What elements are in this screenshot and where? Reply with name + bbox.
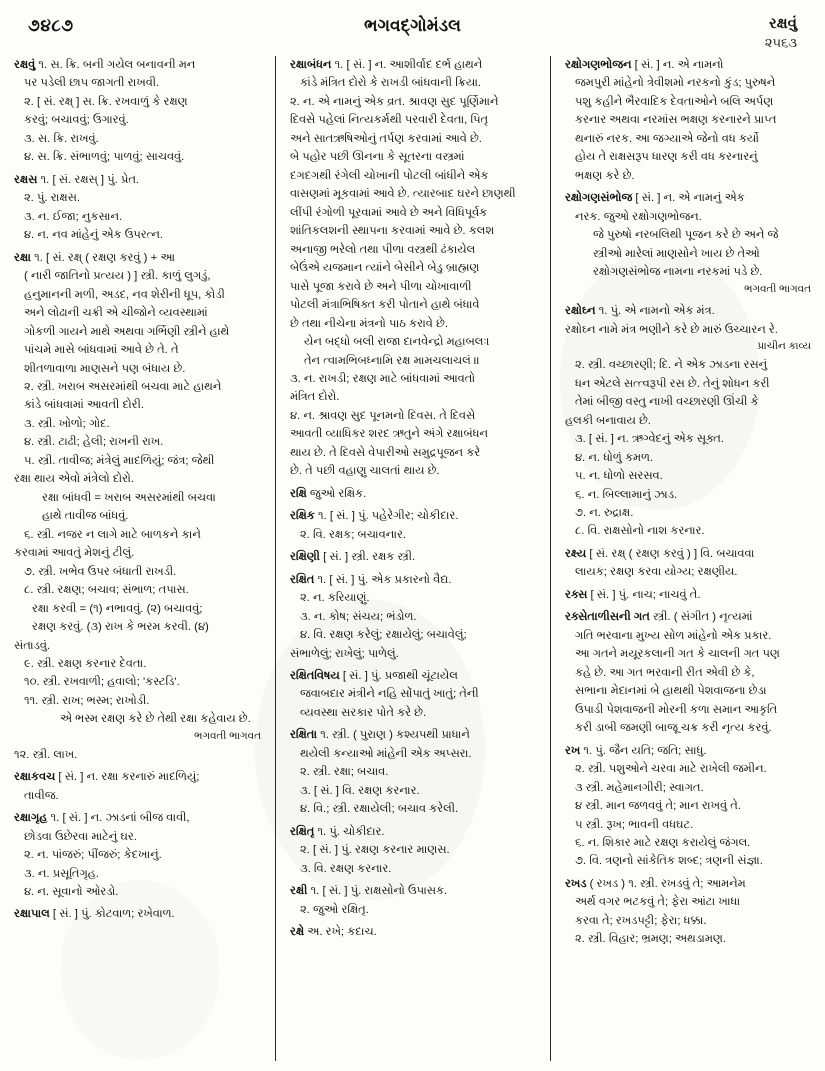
entry-body bbox=[290, 667, 536, 722]
entry-sense-line: જવાબદાર મંત્રીને નહિ સોંપાતું ખાતું; તેની bbox=[300, 688, 479, 701]
entry-sense-line: ૨. વિ. રક્ષક; બચાવનાર. bbox=[300, 528, 407, 541]
entry-headword: રક્ષાકવચ bbox=[14, 771, 56, 784]
entry-headword: રક્ષિ bbox=[290, 487, 307, 500]
entry-sense-line: તેમાં બીજી વસ્તુ નાખી વચ્છારણી ઊંચી કે bbox=[575, 396, 759, 409]
dictionary-entry bbox=[290, 667, 536, 722]
entry-sense-line: ૨. સ્ત્રી. વચ્છારણી; દિ. ને એક ઝાડના રસનું bbox=[575, 359, 768, 372]
entry-sense-line: વાસણમાં મૂકવામાં આવે છે. ત્યારબાદ ઘરને છાણથી bbox=[290, 188, 516, 201]
entry-sense-line: કરવું; બચાવવું; ઉગારવું. bbox=[24, 114, 129, 127]
entry-headword-line: રક્ષોગણભોજન [ સં. ] ન. એ નામનો bbox=[565, 59, 724, 71]
entry-headword-line: રખ ૧. પું. જૈન યતિ; જતિ; સાધુ. bbox=[565, 744, 707, 757]
entry-sense-line: રક્ષોઘ્ન નામે મંત્ર ભણીને કરે છે મારું ઉચ્ચારન રે. bbox=[565, 323, 778, 336]
entry-sense-line: પાસે પૂજા કરાવે છે અને પીળા ચોખાવાળી bbox=[290, 280, 472, 293]
entry-headword: રક્ષિતૃ bbox=[290, 825, 315, 838]
entry-sense-line: ૨. પું. રાક્ષસ. bbox=[24, 192, 81, 205]
entry-spacer bbox=[565, 950, 811, 953]
entry-sense-line: જમપુરી માંહેનો ત્રેવીશમો નરકનો કુંડ; પુરુષને bbox=[575, 77, 776, 90]
entry-headword: રક્ષવું bbox=[14, 59, 36, 71]
entry-sense-line: ૩ સ્ત્રી. મહેમાનગીરી; સ્વાગત. bbox=[575, 781, 704, 794]
entry-sense-line: ૨. [ સં. રક્ષ્ ] સ. ક્રિ. રખવાળું કે રક્ષણ bbox=[24, 95, 188, 108]
entry-body bbox=[14, 56, 261, 167]
entry-sense-line: ૪ સ્ત્રી. માન જળવવું તે; માન રાખવું તે. bbox=[575, 800, 741, 813]
column-left-body bbox=[14, 56, 261, 928]
entry-body bbox=[290, 507, 536, 544]
entry-sense-line: ૨. [ સં. ] પું. રક્ષણ કરનાર માણસ. bbox=[300, 844, 450, 857]
entry-sense-line: ૨. જુઓ રક્ષિતૃ. bbox=[300, 903, 369, 916]
entry-sense-line: ૩. ન. કોષ; સંચય; ભંડોળ. bbox=[300, 610, 417, 623]
entry-sense-line: કરી ડાબી જમણી બાજૂ ચક્ર કરી નૃત્ય કરવું. bbox=[575, 722, 772, 735]
entry-headword-line: રક્ષ્ય [ સં. રક્ષ્ ( રક્ષણ કરવું ) ] વિ. બચાવવા bbox=[565, 547, 755, 560]
entry-sense-line: હોય તે રાક્ષસરૂપ ધારણ કરી વધ કરનારનું bbox=[575, 151, 758, 164]
entry-headword: રક્ષિત bbox=[290, 573, 315, 586]
entry-citation: ભગવતી ભાગવત bbox=[744, 283, 811, 295]
guide-headword: રક્ષવું bbox=[769, 15, 797, 32]
column-right-body bbox=[565, 56, 811, 953]
column-left bbox=[0, 56, 275, 1061]
entry-sense-line: ૫ સ્ત્રી. રૂખ; ભાવની વધઘટ. bbox=[575, 818, 694, 831]
entry-headword: રક્ષોઘ્ન bbox=[565, 305, 596, 318]
entry-sense-line: ૩. ન. ઈજા; નુકસાન. bbox=[24, 210, 123, 223]
entry-headword-line: રક્ષિતૃ ૧. પું. ચોકીદાર. bbox=[290, 825, 385, 838]
guide-page-number: ૨૫૬૩ bbox=[764, 35, 797, 51]
entry-citation: પ્રાચીન કાવ્ય bbox=[757, 341, 811, 353]
entry-citation: ભગવતી ભાગવત bbox=[194, 730, 261, 742]
entry-sense-line: ધન એટલે સત્ત્વરૂપી રસ છે. તેનું શોધન કરી bbox=[575, 377, 770, 390]
page-header bbox=[0, 14, 825, 60]
dictionary-entry bbox=[14, 905, 261, 923]
entry-sense-line: થનારું નરક. આ જગ્યાએ જેનો વધ કર્યો bbox=[575, 132, 759, 145]
entry-body bbox=[565, 56, 811, 185]
entry-headword: રક્ષ્ય bbox=[565, 547, 587, 560]
entry-sense-line: દિવસે પહેલાં નિત્યકર્મથી પરવારી દેવતા, પિતૃ bbox=[290, 114, 489, 127]
entry-sense-line: કરવામાં આવતું મેશનું ટીલું. bbox=[14, 547, 135, 560]
entry-sense-line: રક્ષા બાંધવી = ખરાબ અસરમાંથી બચવા bbox=[42, 491, 216, 504]
entry-sense-line: ૪. સ. ક્રિ. સંભાળવું; પાળવું; સાચવવું. bbox=[24, 151, 185, 164]
entry-body bbox=[565, 608, 811, 737]
entry-sense-line: ૪. ન. સૂવાનો ઓરડો. bbox=[24, 886, 119, 898]
entry-sense-line: ગોકળી ગાયને માથે અથવા ગર્ભિણી સ્ત્રીને હાથે bbox=[24, 325, 230, 338]
entry-sense-line: લીંપી રંગોળી પૂરવામાં આવે છે અને વિધિપૂર્વક bbox=[290, 206, 488, 219]
entry-sense-line: અને લોઢાની ચક્રી એ ચીજોને વ્યવસ્થામાં bbox=[24, 307, 208, 320]
dictionary-entry bbox=[290, 923, 536, 941]
entry-headword: રક્ષિતા bbox=[290, 729, 318, 742]
dictionary-entry bbox=[565, 189, 811, 298]
entry-sense-line: ૪. સ્ત્રી. ટાઢી; હેલી; રાખની રાખ. bbox=[24, 436, 164, 449]
entry-sense-line: પોટલી મંત્રાભિષિક્ત કરી પોતાને હાથે બંધાવે bbox=[290, 299, 480, 312]
entry-sense-line: તાવીજ. bbox=[24, 789, 59, 802]
entry-headword-line: રક્ષિતવિષય [ સં. ] પું. પ્રજાથી ચૂંટાયેલ bbox=[290, 670, 458, 682]
entry-sense-line: ૧૨. સ્ત્રી. લાખ. bbox=[14, 748, 78, 761]
entry-sense-line: પર પડેલી છાપ જાગતી રાખવી. bbox=[24, 77, 160, 90]
entry-headword: રક્સ bbox=[565, 588, 588, 601]
entry-sense-line: થાય છે. તે દિવસે વેપારીઓ સમુદ્રપૂજન કરે bbox=[290, 446, 481, 459]
entry-sense-line: અને સાતઋષિઓનું તર્પણ કરવામાં આવે છે. bbox=[290, 132, 482, 145]
entry-body bbox=[565, 742, 811, 871]
column-container bbox=[0, 56, 825, 1061]
entry-spacer bbox=[290, 943, 536, 946]
entry-sense-line: રક્ષોગણસંભોજ નામના નરકમાં પડે છે. bbox=[593, 266, 763, 279]
entry-sense-line: ૫. ન. ધોળો સરસવ. bbox=[575, 470, 663, 483]
entry-sense-line: ગતિ ભરવાના મુખ્ય સોળ માંહેનો એક પ્રકાર. bbox=[575, 629, 772, 642]
entry-headword-line: રક્ષી ૧. [ સં. ] પું. રાક્ષસોનો ઉપાસક. bbox=[290, 885, 448, 898]
dictionary-entry bbox=[565, 742, 811, 871]
entry-headword: રક્ષાપાલ bbox=[14, 908, 50, 921]
entry-headword: રક્સેતાળીસની ગત bbox=[565, 611, 650, 624]
entry-body bbox=[290, 485, 536, 503]
entry-sense-line: ૩. વિ. રક્ષણ કરનાર. bbox=[300, 862, 392, 875]
entry-headword: રક્ષા bbox=[14, 251, 31, 264]
entry-headword: રક્ષે bbox=[290, 926, 305, 939]
entry-sense-line: મંત્રિત દોરો. bbox=[290, 391, 340, 404]
entry-headword-line: રક્ષોઘ્ન ૧. પું. એ નામનો એક મંત્ર. bbox=[565, 305, 715, 318]
entry-sense-line: ૮. વિ. રાક્ષસોનો નાશ કરનાર. bbox=[575, 525, 705, 538]
entry-sense-line: ૬. સ્ત્રી. નજર ન લાગે માટે બાળકને કાને bbox=[24, 528, 201, 541]
entry-sense-line: કાંડે મંત્રિત દોરો કે રાખડી બાંધવાની ક્રિયા. bbox=[300, 77, 482, 90]
entry-sense-line: વ્યવસ્થા સરકાર પોતે કરે છે. bbox=[300, 706, 427, 719]
entry-sense-line: છે તથા નીચેના મંત્રનો પાઠ કરાવે છે. bbox=[290, 317, 448, 330]
entry-headword: રક્ષાબંધન bbox=[290, 59, 332, 71]
entry-sense-line: છે. તે પછી વહાણુ ચાલતાં થાય છે. bbox=[290, 465, 440, 478]
dictionary-entry bbox=[565, 586, 811, 604]
entry-sense-line: હનુમાનની મળી, અડદ, નવ શેરીની ધૂપ, કોડી bbox=[24, 288, 225, 301]
entry-sense-line: આ ગતને મયૂરકલાની ગત કે ચાલની ગત પણ bbox=[575, 648, 780, 661]
entry-headword-line: રક્ષિત ૧. [ સં. ] પું. એક પ્રકારનો વૈદ્ય. bbox=[290, 573, 452, 586]
entry-verse-line: તેન ત્વામભિબધ્નામિ રક્ષ મામચલાચલં ॥ bbox=[304, 354, 480, 367]
entry-body bbox=[14, 905, 261, 923]
entry-headword-line: રક્ષિતા ૧. સ્ત્રી. ( પુરાણ ) કશ્યપથી પ્રાધાને bbox=[290, 729, 470, 742]
entry-sense-line: ૨. ન. પાંજરું; પીંજરું; કેદખાનું. bbox=[24, 849, 162, 862]
entry-sense-line: સ્ત્રીઓ મારેલાં માણસોને ખાય છે તેઓ bbox=[593, 247, 760, 260]
entry-sense-line: શાંતિકલશની સ્થાપના કરવામાં આવે છે. કલશ bbox=[290, 225, 495, 238]
column-right bbox=[550, 56, 825, 1061]
entry-headword-line: રક્ષિણી [ સં. ] સ્ત્રી. રક્ષક સ્ત્રી. bbox=[290, 551, 416, 564]
entry-sense-line: ૪. વિ. રક્ષણ કરેલું; રક્ષાયેલું; બચાવેલું; bbox=[300, 629, 467, 642]
entry-sense-line: નરક. જુઓ રક્ષોગણભોજન. bbox=[575, 210, 702, 223]
entry-headword-line: રખડ ( રખડ ) ૧. સ્ત્રી. રખડવું તે; આમનેમ bbox=[565, 877, 746, 890]
entry-sense-line: પશુ કહીને ભૈરવાદિક દેવતાઓને બલિ અર્પણ bbox=[575, 95, 774, 108]
entry-body bbox=[565, 586, 811, 604]
dictionary-entry bbox=[14, 56, 261, 167]
entry-sense-line: કહે છે. આ ગત ભરવાની રીત એવી છે કે, bbox=[575, 666, 755, 679]
entry-sense-line: ૩. સ. ક્રિ. રાખવું. bbox=[24, 132, 99, 145]
entry-sense-line: ૭. સ્ત્રી. ખભેવ ઉપર બંધાતી રાખડી. bbox=[24, 565, 177, 578]
entry-sense-line: સંભાળેલું; રાખેલું; પાળેલું. bbox=[290, 647, 399, 660]
entry-headword-line: રક્ષોગણસંભોજ [ સં. ] ન. એ નામનું એક bbox=[565, 192, 745, 205]
entry-headword: રક્ષિક bbox=[290, 510, 315, 523]
entry-sense-line: રક્ષા કરવી = (૧) નભાવવું. (૨) બચાવવું; bbox=[32, 602, 203, 615]
entry-body bbox=[14, 171, 261, 245]
entry-sense-line: ૬. ન. શિકાર માટે રક્ષણ કરાયેલું જંગલ. bbox=[575, 836, 751, 849]
entry-body bbox=[565, 545, 811, 582]
entry-body bbox=[290, 571, 536, 663]
entry-sense-line: કાંડે બાંધવામાં આવતી દોરી. bbox=[24, 399, 144, 412]
dictionary-entry bbox=[290, 823, 536, 878]
entry-sense-line: સંતાડવું. bbox=[14, 639, 51, 652]
entry-sense-line: ૯. સ્ત્રી. રક્ષણ કરનાર દેવતા. bbox=[24, 658, 147, 670]
entry-sense-line: ૪. ન. શ્રાવણ સુદ પૂનમનો દિવસ. તે દિવસે bbox=[290, 409, 476, 422]
entry-sense-line: ભક્ષણ કરે છે. bbox=[575, 169, 635, 182]
entry-body bbox=[290, 548, 536, 566]
entry-sense-line: ૩. [ સં. ] વિ. રક્ષણ કરનાર. bbox=[300, 784, 420, 797]
entry-sense-line: ૬. ન. બિલ્લામાનું ઝાડ. bbox=[575, 488, 678, 501]
entry-sense-line: શીતળાવાળા માણસને પણ બંધાય છે. bbox=[24, 362, 186, 375]
entry-headword: રક્ષિતવિષય bbox=[290, 670, 340, 682]
entry-sense-line: ૨. સ્ત્રી. વિહાર; ભ્રમણ; અથડામણ. bbox=[575, 933, 726, 946]
entry-sense-line: ઉપાડી પેશવાજની મોરની કળા સમાન આકૃતિ bbox=[575, 703, 778, 716]
entry-sense-line: ૩. ન. રાખડી; રક્ષણ માટે બાંધવામાં આવતો bbox=[290, 372, 476, 385]
entry-sense-line: દગદગથી રંગેલી ચોખાની પોટલી બાંધીને એક bbox=[290, 169, 489, 182]
entry-spacer bbox=[14, 925, 261, 928]
entry-headword-line: રક્ષાગૃહ ૧. [ સં. ] ન. ઝાડનાં બીજ વાવી, bbox=[14, 812, 190, 825]
entry-sense-line: ૩. સ્ત્રી. ખોળો; ગોદ. bbox=[24, 417, 110, 430]
dictionary-entry bbox=[14, 171, 261, 245]
entry-sense-line: ૩. ન. પ્રસૂતિગૃહ. bbox=[24, 867, 100, 880]
entry-body bbox=[290, 726, 536, 818]
entry-body bbox=[565, 189, 811, 298]
entry-headword-line: રક્ષાકવચ [ સં. ] ન. રક્ષા કરનારું માદળિયું; bbox=[14, 771, 200, 784]
entry-headword-line: રક્ષે અ. રખે; કદાચ. bbox=[290, 926, 377, 939]
entry-sense-line: લાયક; રક્ષણ કરવા યોગ્ય; રક્ષણીય. bbox=[575, 566, 738, 579]
guide-word-block bbox=[765, 14, 797, 52]
dictionary-entry bbox=[14, 768, 261, 805]
entry-body bbox=[14, 249, 261, 765]
entry-sense-line: ૧૦. સ્ત્રી. રખવાળી; હવાલો; 'કસ્ટડિ'. bbox=[24, 676, 180, 689]
entry-headword: રક્ષોગણસંભોજ bbox=[565, 192, 633, 205]
dictionary-entry bbox=[290, 548, 536, 566]
entry-sense-line: હલકી બનાવાય છે. bbox=[565, 414, 651, 427]
entry-headword-line: રક્ષસ ૧. [ સં. રક્ષસ્ ] પું. પ્રેત. bbox=[14, 173, 140, 186]
entry-headword-line: રક્ષા ૧. [ સં. રક્ષ્ ( રક્ષણ કરવું ) + આ bbox=[14, 251, 175, 264]
entry-headword-line: રક્ષાપાલ [ સં. ] પું. કોટવાળ; રખેવાળ. bbox=[14, 908, 175, 921]
entry-sense-line: ૨. ન. કરિયાણું. bbox=[300, 592, 370, 605]
entry-sense-line: પાંચમે માસે બાંધવામાં આવે છે તે. તે bbox=[24, 344, 179, 357]
entry-headword-line: રક્સેતાળીસની ગત સ્ત્રી. ( સંગીત ) નૃત્યમાં bbox=[565, 611, 753, 624]
entry-headword-line: રક્ષાબંધન ૧. [ સં. ] ન. આશીર્વાદ દર્ભ હાથને bbox=[290, 59, 483, 71]
entry-sense-line: છોડવા ઉછેરવા માટેનું ઘર. bbox=[24, 830, 137, 843]
dictionary-entry bbox=[290, 726, 536, 818]
entry-sense-line: ૧૧. સ્ત્રી. રાખ; ભસ્મ; રાખોડી. bbox=[24, 694, 150, 707]
entry-headword-line: રક્ષવું ૧. સ. ક્રિ. બની ગયેલ બનાવની મન bbox=[14, 59, 196, 71]
entry-headword: રખ bbox=[565, 744, 581, 757]
entry-verse-line: યેન બદ્ધો બલી રાજા દાનવેન્દ્રો મહાબલઃ। bbox=[304, 336, 490, 349]
entry-sense-line: થયેલી કન્યાઓ માંહેની એક અપ્સરા. bbox=[300, 747, 472, 760]
entry-headword-line: રક્ષિ જુઓ રક્ષિક. bbox=[290, 487, 367, 500]
entry-sense-line: ૫. સ્ત્રી. તાવીજ; મંત્રેલું માદળિયું; જંત્ર; જેથી bbox=[24, 454, 215, 467]
entry-sense-line: કરનાર અથવા નરમાંસ ભક્ષણ કરનારને પ્રાપ્ત bbox=[575, 114, 777, 127]
entry-body bbox=[14, 809, 261, 901]
dictionary-entry bbox=[565, 608, 811, 737]
entry-body bbox=[290, 56, 536, 481]
running-title: ભગવદ્‌ગોમંડલ bbox=[364, 16, 461, 35]
entry-body bbox=[290, 923, 536, 941]
dictionary-entry bbox=[290, 485, 536, 503]
entry-body bbox=[565, 875, 811, 949]
entry-body bbox=[565, 302, 811, 540]
entry-headword: રક્ષસ bbox=[14, 173, 38, 186]
entry-sense-line: ૪. વિ.; સ્ત્રી. રક્ષાયેલી; બચાવ કરેલી. bbox=[300, 803, 459, 816]
entry-headword-line: રક્સ [ સં. ] પું. નાચ; નાચવું તે. bbox=[565, 588, 701, 601]
entry-sense-line: બે પહોર પછી ઊનના કે સૂતરના વસ્ત્રમાં bbox=[290, 151, 465, 164]
entry-sense-line: ( નારી જાતિનો પ્રત્યય ) ] સ્ત્રી. કાળું લુગડું, bbox=[24, 270, 211, 283]
entry-sense-line: ૨. સ્ત્રી. ખરાબ અસરમાંથી બચવા માટે હાથને bbox=[24, 380, 222, 393]
entry-sense-line: હાથે તાવીજ બાંધવું. bbox=[42, 510, 129, 523]
entry-sense-line: કરવા તે; રખડપટ્ટી; ફેરા; ધક્કા. bbox=[575, 914, 707, 927]
dictionary-entry bbox=[565, 545, 811, 582]
entry-headword-line: રક્ષિક ૧. [ સં. ] પું. પહેરેગીર; ચોકીદાર. bbox=[290, 510, 459, 523]
entry-sense-line: ૮. સ્ત્રી. રક્ષણ; બચાવ; સંભાળ; તપાસ. bbox=[24, 584, 189, 597]
dictionary-entry bbox=[290, 882, 536, 919]
entry-sense-line: ૨. ન. એ નામનું એક વ્રત. શ્રાવણ સુદ પૂર્ણિમાને bbox=[290, 95, 499, 108]
dictionary-entry bbox=[565, 56, 811, 185]
dictionary-entry bbox=[290, 507, 536, 544]
entry-body bbox=[14, 768, 261, 805]
entry-headword: રક્ષોગણભોજન bbox=[565, 59, 632, 71]
dictionary-entry bbox=[565, 875, 811, 949]
entry-sense-line: બેઉંએ યજમાન ત્યાંને બેસીને બેડુ બ્રાહ્મણ bbox=[290, 262, 480, 275]
folio-number: ૭૪૮૭ bbox=[28, 16, 74, 35]
entry-sense-line: ૩. [ સં. ] ન. ઋગ્વેદનું એક સૂક્ત. bbox=[575, 433, 724, 446]
entry-sense-line: એ ભસ્મ રક્ષણ કરે છે તેથી રક્ષા કહેવાય છે. bbox=[60, 713, 251, 726]
dictionary-entry bbox=[14, 249, 261, 765]
entry-headword: રક્ષાગૃહ bbox=[14, 812, 48, 825]
entry-sense-line: રક્ષણ કરવું. (૩) રાખ કે ભરમ કરવી. (૪) bbox=[32, 621, 209, 634]
entry-headword: રખડ bbox=[565, 877, 587, 890]
entry-headword: રક્ષિણી bbox=[290, 551, 320, 564]
column-middle bbox=[275, 56, 550, 1061]
entry-sense-line: ૭. ન. રુદ્રાક્ષ. bbox=[575, 507, 634, 519]
entry-sense-line: ૪. ન. ધોળું કમળ. bbox=[575, 451, 654, 464]
dictionary-entry bbox=[290, 56, 536, 481]
entry-sense-line: સભાના મેદાનમાં બે હાથથી પેશવાજના છેડા bbox=[575, 685, 767, 698]
dictionary-entry bbox=[14, 809, 261, 901]
entry-sense-line: જે પુરુષો નરબલિથી પૂજન કરે છે અને જે bbox=[593, 229, 779, 242]
entry-headword: રક્ષી bbox=[290, 885, 308, 898]
dictionary-entry bbox=[565, 302, 811, 540]
entry-sense-line: ૭. વિ. ત્રણનો સાંકેતિક શબ્દ; ત્રણની સંજ્ઞા. bbox=[575, 855, 763, 868]
entry-sense-line: અર્થ વગર ભટકવું તે; ફેરા આંટા ખાધા bbox=[575, 896, 741, 909]
entry-sense-line: આવતી વ્યાધિકર શરદ ઋતુને અંગે રક્ષાબંધન bbox=[290, 428, 488, 441]
entry-sense-line: ૪. ન. નવ માંહેનું એક ઉપરત્ન. bbox=[24, 229, 164, 242]
entry-body bbox=[290, 823, 536, 878]
column-middle-body bbox=[290, 56, 536, 946]
entry-sense-line: ૨. સ્ત્રી. રક્ષા; બચાવ. bbox=[300, 766, 389, 779]
entry-body bbox=[290, 882, 536, 919]
entry-sense-line: અનાજી ભરેલો તથા પીળા વસ્ત્રથી ઢંકાયેલ bbox=[290, 243, 476, 256]
dictionary-entry bbox=[290, 571, 536, 663]
entry-sense-line: ૨. સ્ત્રી. પશુઓને ચરવા માટે રાખેલી જમીન. bbox=[575, 763, 767, 776]
entry-sense-line: રક્ષા થાય એવો મંત્રેલો દોરો. bbox=[14, 473, 135, 486]
